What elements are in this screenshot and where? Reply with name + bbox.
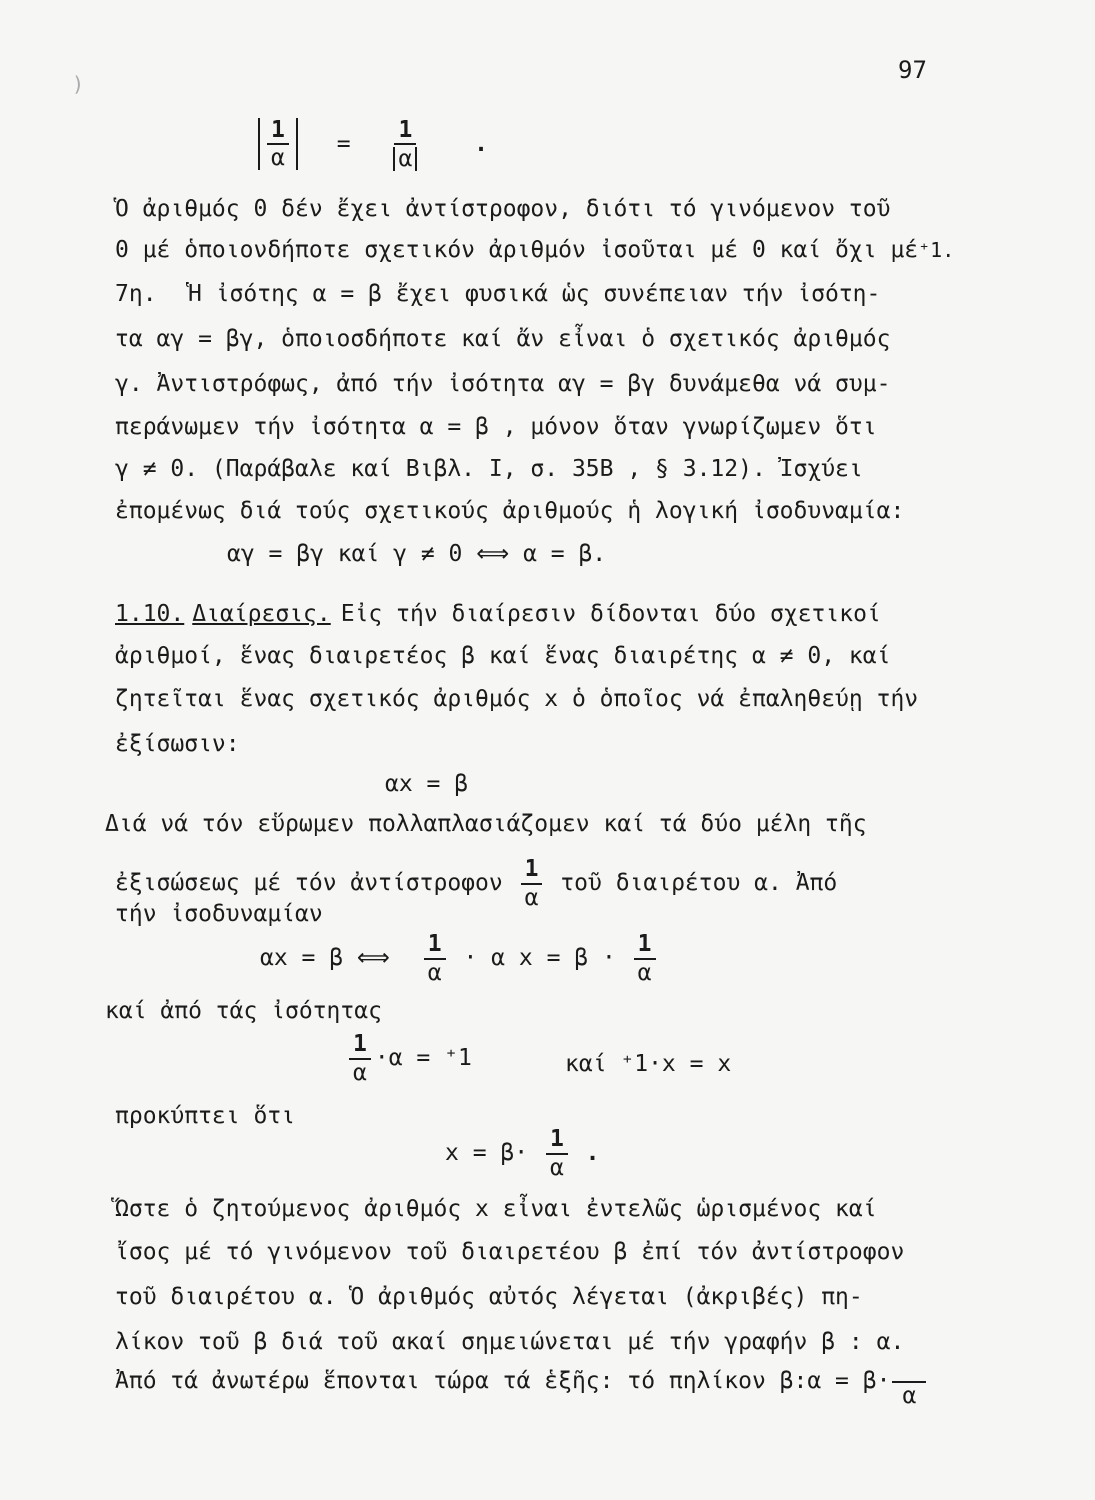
text-line: Ἀπό τά ἀνωτέρω ἕπονται τώρα τά ἑξῆς: τό πηλίκον β:α = β· α <box>115 1350 930 1412</box>
abs-value <box>255 118 301 170</box>
quotient-formula: x = β· $\frac{1}{\alpha}$ . <box>445 1126 600 1181</box>
text-line: Ἡ ἰσότης α = β ἔχει φυσικά ὡς συνέπειαν τήν ἰσότη- <box>188 281 881 307</box>
text-line: ἐξίσωσιν: <box>115 731 240 757</box>
fraction: α <box>892 1355 926 1407</box>
text-line: γ. Ἀντιστρόφως, ἀπό τήν ἰσότητα αγ = βγ δυνάμεθα νά συμ- <box>115 371 891 397</box>
text-line: ἀριθμοί, ἕνας διαιρετέος β καί ἕνας διαιρέτης α ≠ 0, καί <box>115 643 891 669</box>
margin-mark: ) <box>72 72 85 96</box>
text-line: τα αγ = βγ, ὁποιοσδήποτε καί ἄν εἶναι ὁ σχετικός ἀριθμός <box>115 326 891 352</box>
fraction: $\frac{1}{\alpha}$ <box>546 1127 568 1179</box>
text-line: ἴσος μέ τό γινόμενον τοῦ διαιρετέου β ἐπί τόν ἀντίστροφον <box>115 1239 905 1265</box>
text-line: ἐπομένως διά τούς σχετικούς ἀριθμούς ἡ λογική ἰσοδυναμία: <box>115 498 905 524</box>
fraction: $\frac{1}{\alpha}$ <box>386 118 424 171</box>
text-line: προκύπτει ὅτι <box>115 1103 296 1129</box>
fraction: $\frac{1}{\alpha}$ <box>634 932 656 984</box>
identity-formula: καί ⁺1·x = x <box>565 1051 732 1077</box>
section-number: 1.10. <box>115 601 185 627</box>
text-line: 0 μέ ὁποιονδήποτε σχετικόν ἀριθμόν ἰσοῦται μέ 0 καί ὄχι μέ⁺1. <box>115 237 955 263</box>
text-line: Ὥστε ὁ ζητούμενος ἀριθμός x εἶναι ἐντελῶς ὡρισμένος καί <box>115 1196 877 1222</box>
page-number: 97 <box>898 56 927 84</box>
item-number: 7η. <box>115 281 157 307</box>
equivalence-formula: αγ = βγ καί γ ≠ 0 ⟺ α = β. <box>227 541 607 567</box>
text-line: ζητεῖται ἕνας σχετικός ἀριθμός x ὁ ὁποῖος νά ἐπαληθεύῃ τήν <box>115 686 919 712</box>
text-line: Ὁ ἀριθμός 0 δέν ἔχει ἀντίστροφον, διότι τό γινόμενον τοῦ <box>115 196 891 222</box>
identity-formula: $\frac{1}{\alpha}$ ·α = ⁺1 <box>345 1030 472 1086</box>
text-line: περάνωμεν τήν ἰσότητα α = β , μόνον ὅταν γνωρίζωμεν ὅτι <box>115 414 877 440</box>
section-heading: 1.10. Διαίρεσις. Εἰς τήν διαίρεσιν δίδονται δύο σχετικοί <box>115 601 881 627</box>
text-line: τήν ἰσοδυναμίαν <box>115 901 323 927</box>
section-title: Διαίρεσις. <box>192 601 331 627</box>
fraction: $\frac{1}{\alpha}$ <box>424 932 446 984</box>
equivalence-formula: αx = β ⟺ $\frac{1}{\alpha}$ · α x = β · $\frac{1}{\alpha}$ <box>260 930 660 986</box>
formula-abs-reciprocal: $\frac{1}{\alpha}$ = $\frac{1}{\alpha}$ . <box>255 118 488 171</box>
equation: αx = β <box>385 771 469 797</box>
text-line: Διά νά τόν εὕρωμεν πολλαπλασιάζομεν καί τά δύο μέλη τῆς <box>105 811 867 837</box>
fraction: $\frac{1}{\alpha}$ <box>267 118 289 170</box>
text-line: γ ≠ 0. (Παράβαλε καί Βιβλ. Ι, σ. 35Β , § 3.12). Ἰσχύει <box>115 456 863 482</box>
text-line: καί ἀπό τάς ἰσότητας <box>105 998 382 1024</box>
fraction: $\frac{1}{\alpha}$ <box>521 857 543 909</box>
text-line: ἐξισώσεως μέ τόν ἀντίστροφον $\frac{1}{\alpha}$ τοῦ διαιρέτου α. Ἀπό <box>115 856 838 911</box>
text-line: λίκον τοῦ β διά τοῦ ακαί σημειώνεται μέ τήν γραφήν β : α. <box>115 1329 905 1355</box>
fraction: $\frac{1}{\alpha}$ <box>349 1032 371 1084</box>
text-line: τοῦ διαιρέτου α. Ὁ ἀριθμός αὐτός λέγεται (ἀκριβές) πη- <box>115 1284 863 1310</box>
